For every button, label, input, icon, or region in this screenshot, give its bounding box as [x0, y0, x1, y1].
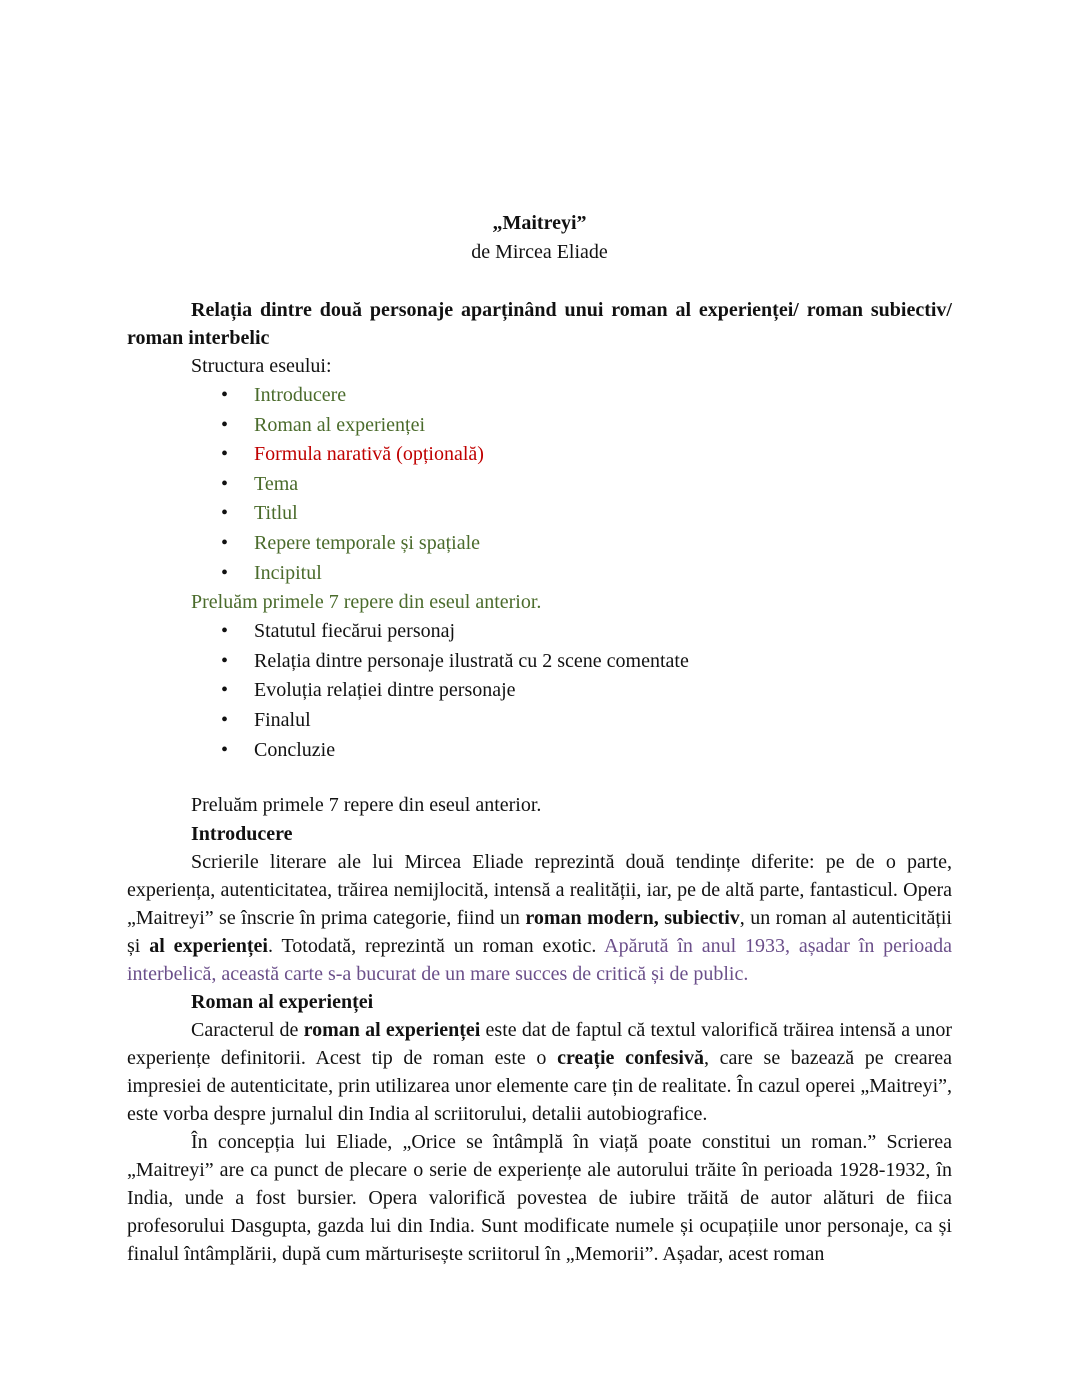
intro-paragraph: Scrierile literare ale lui Mircea Eliade reprezintă două tendințe diferite: pe de o parte, experiența, autenticitatea, trăirea nemijlocită, intensă a realității, iar, pe de altă parte, fantasticul. Opera „Maitreyi” se înscrie în prima categorie, fiind un roman modern, subiectiv, un roman al autenticității și al experienței. Totodată, reprezintă un roman exotic. Apărută în anul 1933, așadar în perioada interbelică, această carte s-a bucurat de un mare succes de critică și de public.	[127, 851, 953, 986]
list-item: • Titlul	[221, 502, 298, 525]
structure-label: Structura eseului:	[191, 355, 332, 377]
list-item: • Introducere	[221, 384, 347, 406]
list-item: • Tema	[221, 472, 299, 495]
section-heading-roman-experientei: Roman al experienței	[191, 991, 374, 1014]
list-item: • Roman al experienței	[221, 413, 426, 436]
list-item: • Statutul fiecărui personaj	[221, 620, 456, 643]
subject-heading: Relația dintre două personaje aparținând unui roman al experienței/ roman subiectiv/ roman interbelic	[127, 299, 952, 349]
experience-paragraph-1: Caracterul de roman al experienței este dat de faptul că textul valorifică trăirea intensă a unor experiențe definitorii. Acest tip de roman este o creație confesivă, care se bazează pe crearea impresiei de autenticitate, prin utilizarea unor elemente care țin de realitate. În cazul operei „Maitreyi”, este vorba despre jurnalul din India al scriitorului, detalii autobiografice.	[127, 1019, 952, 1126]
list-item: • Concluzie	[221, 738, 336, 761]
repeat-note: Preluăm primele 7 repere din eseul anterior.	[191, 794, 542, 817]
structure-note: Preluăm primele 7 repere din eseul anterior.	[191, 591, 542, 614]
structure-list	[127, 381, 952, 588]
list-item: • Formula narativă (opțională)	[221, 443, 484, 466]
list-item: • Relația dintre personaje ilustrată cu 2 scene comentate	[221, 649, 689, 672]
list-item: • Finalul	[221, 708, 311, 731]
extra-list	[127, 617, 952, 765]
document-body	[127, 208, 952, 1268]
list-item: • Repere temporale și spațiale	[221, 531, 481, 554]
document-author: de Mircea Eliade	[471, 241, 608, 263]
list-item: • Incipitul	[221, 561, 322, 584]
section-heading-introducere: Introducere	[191, 823, 293, 846]
document-title: „Maitreyi”	[492, 212, 587, 234]
experience-paragraph-2: În concepția lui Eliade, „Orice se întâmplă în viață poate constitui un roman.” Scrierea „Maitreyi” are ca punct de plecare o serie de experiențe ale autorului trăite în perioada 1928-1932, în India, unde a fost bursier. Opera valorifică povestea de iubire trăită de autor alături de fiica profesorului Dasgupta, gazda lui din India. Sunt modificate numele și ocupațiile unor personaje, ca și finalul întâmplării, după cum mărturisește scriitorul în „Memorii”. Așadar, acest roman	[127, 1131, 952, 1266]
list-item: • Evoluția relației dintre personaje	[221, 679, 516, 702]
